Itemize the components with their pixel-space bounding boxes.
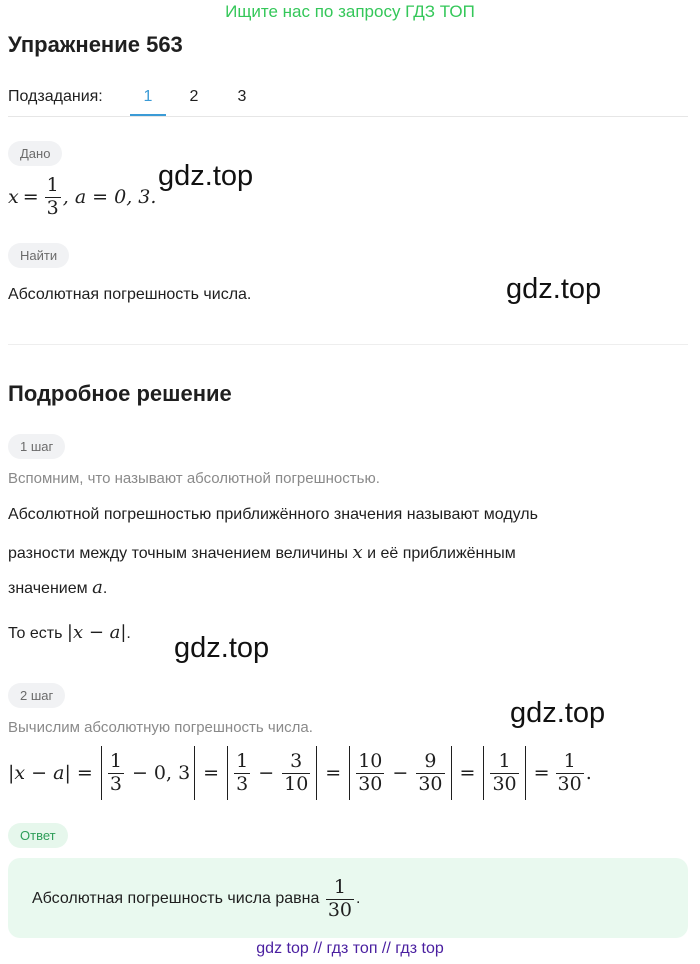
answer-text: Абсолютная погрешность числа равна xyxy=(32,890,324,907)
step1-line3-a: значением xyxy=(8,580,93,597)
solution-heading: Подробное решение xyxy=(8,381,232,406)
step2-eq2: = xyxy=(325,762,342,784)
answer-content xyxy=(32,874,360,924)
abs-bar xyxy=(101,746,102,800)
step2-result-num: 1 xyxy=(563,749,576,772)
step1-chip: 1 шаг xyxy=(8,434,65,459)
step2-t3b-frac xyxy=(416,751,444,796)
step1-line1: Абсолютной погрешностью приближённого значения называют модуль xyxy=(8,506,538,523)
abs-bar xyxy=(349,746,350,800)
watermark: gdz.top xyxy=(510,697,606,729)
step2-t2a-frac xyxy=(234,751,250,796)
step2-t2b-frac xyxy=(282,751,310,796)
page-title: Упражнение 563 xyxy=(8,32,183,57)
abs-bar xyxy=(316,746,317,800)
subtasks-label: Подзадания: xyxy=(8,88,103,105)
abs-bar xyxy=(194,746,195,800)
answer-den: 30 xyxy=(327,898,353,921)
given-expression xyxy=(8,172,156,222)
tab-subtask-3[interactable]: 3 xyxy=(237,88,247,105)
step2-t2b-num: 3 xyxy=(290,749,303,772)
step1-line4-a: То есть xyxy=(8,625,67,642)
step2-t4-frac xyxy=(490,751,518,796)
step2-lhs: |x − a| = xyxy=(8,762,93,784)
step2-t3a-frac xyxy=(356,751,384,796)
given-equals: = xyxy=(22,186,39,208)
step1-line2-b: и её приближённым xyxy=(362,545,516,562)
tab-subtask-1[interactable]: 1 xyxy=(130,88,166,116)
find-text: Абсолютная погрешность числа. xyxy=(8,286,252,303)
step1-line3-b: . xyxy=(102,580,108,597)
step1-line2-var: x xyxy=(352,542,363,563)
answer-box xyxy=(8,858,688,938)
tab-subtask-2[interactable]: 2 xyxy=(189,88,199,105)
step2-t1-rest: − 0, 3 xyxy=(125,762,191,784)
step1-line2-a: разности между точным значением величины xyxy=(8,545,353,562)
top-banner: Ищите нас по запросу ГДЗ ТОП xyxy=(225,2,475,21)
step1-line4-expr: |x − a| xyxy=(66,622,127,643)
step2-t1-num: 1 xyxy=(109,749,122,772)
step2-t2a-num: 1 xyxy=(236,749,249,772)
abs-bar xyxy=(227,746,228,800)
step2-end: . xyxy=(585,762,592,784)
watermark: gdz.top xyxy=(506,273,602,305)
step1-line3 xyxy=(8,577,107,598)
step2-eq1: = xyxy=(203,762,220,784)
step2-eq3: = xyxy=(459,762,476,784)
step2-t3a-num: 10 xyxy=(358,749,383,772)
step2-t4-num: 1 xyxy=(498,749,511,772)
step2-t3b-den: 30 xyxy=(418,772,443,795)
step2-t2a-den: 3 xyxy=(236,772,249,795)
step2-hint: Вычислим абсолютную погрешность числа. xyxy=(8,719,313,736)
step2-result-frac xyxy=(556,751,584,796)
abs-bar xyxy=(483,746,484,800)
answer-chip: Ответ xyxy=(8,823,68,848)
step2-t1-den: 3 xyxy=(109,772,122,795)
step2-computation xyxy=(8,744,592,802)
step1-line2 xyxy=(8,542,516,563)
step2-result-den: 30 xyxy=(557,772,582,795)
footer-links[interactable]: gdz top // гдз топ // гдз top xyxy=(256,940,444,957)
watermark: gdz.top xyxy=(158,160,254,192)
step2-t1-frac xyxy=(108,751,124,796)
step2-eq4: = xyxy=(533,762,550,784)
step2-t2b-den: 10 xyxy=(284,772,309,795)
answer-fraction xyxy=(326,877,354,922)
step2-t3a-den: 30 xyxy=(358,772,383,795)
step2-minus2: − xyxy=(392,762,409,784)
step2-t4-den: 30 xyxy=(492,772,517,795)
given-fraction-num: 1 xyxy=(46,173,59,196)
given-fraction-den: 3 xyxy=(46,196,59,219)
abs-bar xyxy=(451,746,452,800)
step1-line4 xyxy=(8,622,131,643)
step1-hint: Вспомним, что называют абсолютной погрешностью. xyxy=(8,470,380,487)
given-rest: , a = 0, 3. xyxy=(62,186,157,208)
step2-minus1: − xyxy=(258,762,275,784)
section-divider xyxy=(8,344,688,345)
answer-num: 1 xyxy=(333,875,346,898)
answer-end: . xyxy=(356,890,361,907)
given-chip: Дано xyxy=(8,141,62,166)
step1-line3-var: a xyxy=(92,577,103,598)
step2-t3b-num: 9 xyxy=(424,749,437,772)
abs-bar xyxy=(525,746,526,800)
find-chip: Найти xyxy=(8,243,69,268)
watermark: gdz.top xyxy=(174,632,270,664)
subtasks-nav xyxy=(8,86,688,117)
given-fraction xyxy=(45,175,61,220)
step1-line4-b: . xyxy=(126,625,131,642)
step2-chip: 2 шаг xyxy=(8,683,65,708)
given-x-var: x xyxy=(8,186,19,208)
